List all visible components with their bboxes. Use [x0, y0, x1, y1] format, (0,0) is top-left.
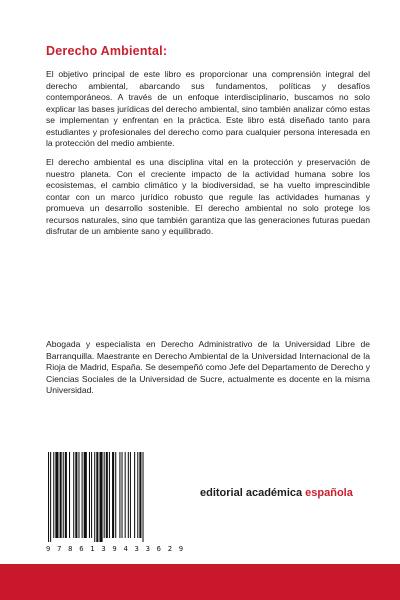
isbn-digit: 6 [156, 544, 162, 553]
author-bio: Abogada y especialista en Derecho Administrativo de la Universidad Libre de Barranquilla. Maestrante en Derecho Ambiental de la Universidad Internacional de la Rioja de Madrid, España. Se desempeñó como Jefe del Departamento de Derecho y Ciencias Sociales de la Universidad de Sucre, actualmente es docente en la misma Universidad. [46, 339, 370, 395]
barcode-bar [139, 452, 141, 538]
barcode-bar [94, 452, 95, 542]
barcode-bar [84, 452, 87, 538]
barcode-bar [89, 452, 90, 538]
barcode-bar [130, 452, 131, 538]
barcode-bar [53, 452, 54, 538]
barcode-bar [73, 452, 74, 538]
barcode-bar [122, 452, 123, 538]
isbn-digit: 8 [68, 544, 74, 553]
barcode-bar [50, 452, 51, 542]
barcode-bar [82, 452, 83, 538]
description-paragraph-1: El objetivo principal de este libro es proporcionar una comprensión integral del derecho ambiental, abarcando sus fundamentos, políticas y desafíos contemporáneos. A través de un enfoque interdisciplinario, buscamos no solo explicar las bases jurídicas del derecho ambiental, sino también analizar cómo estas se implementan y enfrentan en la práctica. Este libro está diseñado tanto para estudiantes y profesionales del derecho como para cualquier persona interesada en la protección del medio ambiente. [46, 69, 370, 148]
barcode-bar [125, 452, 126, 538]
description-paragraph-2: El derecho ambiental es una disciplina vital en la protección y preservación de nuestro planeta. Con el creciente impacto de la actividad humana sobre los ecosistemas, el cambio climático y la biodiversidad, se ha vuelto imprescindible contar con un marco jurídico robusto que regule las actividades humanas y promueva un desarrollo sostenible. El derecho ambiental no solo protege los recursos naturales, sino que también garantiza que las generaciones futuras puedan disfrutar de un ambiente sano y equilibrado. [46, 157, 370, 236]
barcode-bar [65, 452, 67, 538]
barcode-bar [104, 452, 105, 538]
isbn-barcode [46, 452, 184, 556]
section-title: Derecho Ambiental: [46, 44, 168, 58]
isbn-digit: 4 [123, 544, 129, 553]
isbn-digit: 3 [134, 544, 140, 553]
isbn-digit: 2 [167, 544, 173, 553]
isbn-digit: 9 [112, 544, 118, 553]
publisher-name: editorial académica [200, 487, 306, 499]
barcode-bar [128, 452, 129, 538]
barcode-bar [48, 452, 49, 542]
publisher-name-accent: española [305, 487, 353, 499]
isbn-digit: 7 [57, 544, 63, 553]
publisher-logo [200, 487, 353, 499]
isbn-digit: 3 [101, 544, 107, 553]
barcode-bar [75, 452, 77, 538]
barcode-bar [119, 452, 120, 538]
barcode-bar [115, 452, 116, 538]
barcode-bar [109, 452, 110, 538]
barcode-bar [112, 452, 114, 538]
barcode-bars [46, 452, 184, 542]
barcode-bar [106, 452, 108, 538]
barcode-bar [99, 452, 102, 542]
barcode-bar [137, 452, 138, 538]
isbn-digits [46, 544, 184, 553]
barcode-bar [96, 452, 98, 542]
barcode-bar [69, 452, 70, 538]
barcode-bar [91, 452, 92, 538]
isbn-digit: 9 [178, 544, 184, 553]
barcode-bar [63, 452, 64, 538]
barcode-bar [60, 452, 62, 538]
isbn-digit: 6 [79, 544, 85, 553]
barcode-bar [143, 452, 144, 542]
isbn-digit: 1 [90, 544, 96, 553]
isbn-digit: 3 [145, 544, 151, 553]
barcode-bar [55, 452, 58, 538]
footer-band [0, 564, 400, 600]
barcode-bar [134, 452, 135, 538]
isbn-digit: 9 [46, 544, 52, 553]
barcode-bar [78, 452, 79, 538]
